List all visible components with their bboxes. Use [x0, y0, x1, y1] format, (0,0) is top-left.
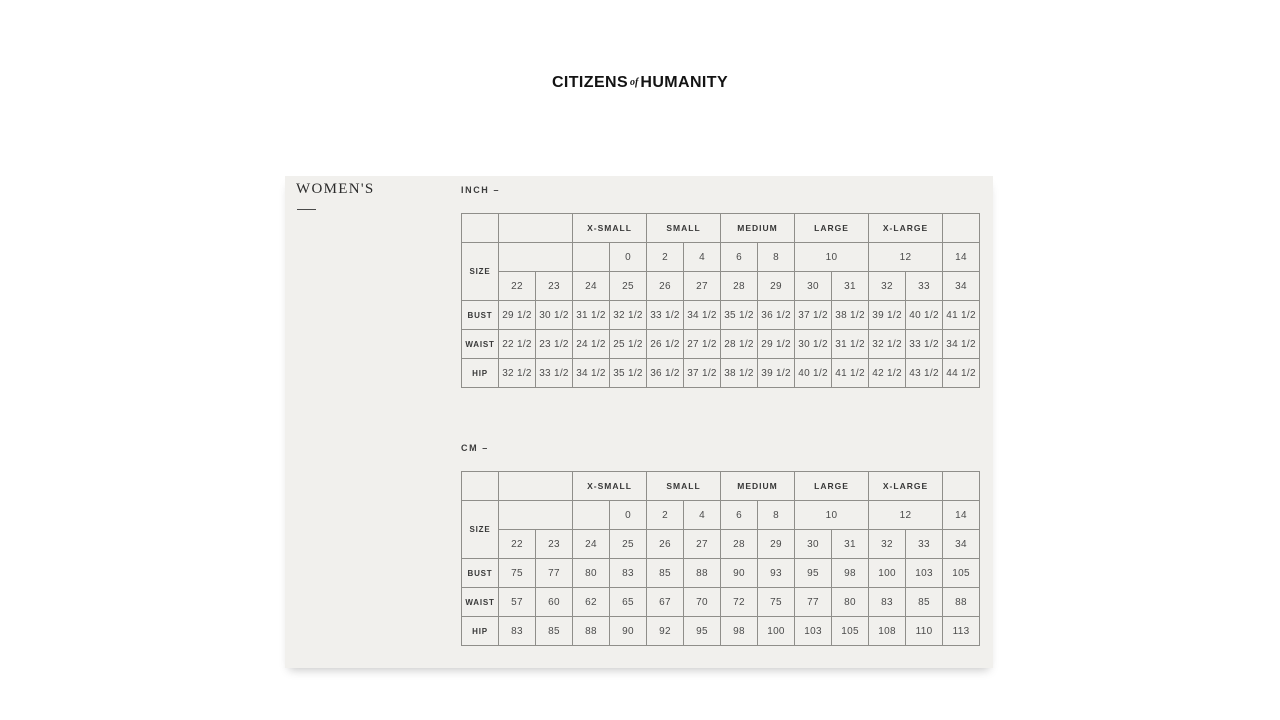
measurement-cell: 27 1/2 [684, 330, 721, 359]
measurement-cell: 38 1/2 [832, 301, 869, 330]
numeric-size-cell: 27 [684, 272, 721, 301]
measurement-cell: 103 [906, 559, 943, 588]
measurement-label: HIP [462, 359, 499, 388]
corner-cell [462, 472, 499, 501]
measurement-cell: 34 1/2 [573, 359, 610, 388]
numeric-size-cell: 34 [943, 530, 980, 559]
numeric-size-cell: 25 [610, 272, 647, 301]
measurement-cell: 38 1/2 [721, 359, 758, 388]
measurement-row [462, 359, 980, 388]
measurement-cell: 29 1/2 [499, 301, 536, 330]
measurement-cell: 77 [795, 588, 832, 617]
measurement-cell: 105 [832, 617, 869, 646]
numeric-size-row [462, 530, 980, 559]
brand-name-citizens: CITIZENS [551, 74, 629, 91]
inch-size-table [461, 213, 980, 388]
us-size-cell: 0 [610, 501, 647, 530]
numeric-size-cell: 32 [869, 530, 906, 559]
cm-section [461, 443, 980, 646]
measurement-label: WAIST [462, 588, 499, 617]
size-guide-panel [285, 176, 993, 668]
measurement-cell: 92 [647, 617, 684, 646]
us-size-cell: 14 [943, 501, 980, 530]
group-header: SMALL [647, 472, 721, 501]
us-size-cell: 0 [610, 243, 647, 272]
spacer-cell [499, 243, 573, 272]
measurement-cell: 95 [684, 617, 721, 646]
numeric-size-cell: 32 [869, 272, 906, 301]
measurement-cell: 41 1/2 [943, 301, 980, 330]
corner-cell [462, 214, 499, 243]
measurement-cell: 93 [758, 559, 795, 588]
cm-size-table [461, 471, 980, 646]
spacer-cell [499, 472, 573, 501]
group-header: X-SMALL [573, 472, 647, 501]
spacer-cell [573, 243, 610, 272]
measurement-cell: 110 [906, 617, 943, 646]
measurement-cell: 26 1/2 [647, 330, 684, 359]
group-header: X-LARGE [869, 472, 943, 501]
us-size-row [462, 243, 980, 272]
measurement-cell: 44 1/2 [943, 359, 980, 388]
us-size-cell: 4 [684, 243, 721, 272]
measurement-cell: 40 1/2 [906, 301, 943, 330]
group-header: LARGE [795, 472, 869, 501]
measurement-cell: 83 [869, 588, 906, 617]
measurement-label: WAIST [462, 330, 499, 359]
us-size-cell: 6 [721, 243, 758, 272]
measurement-cell: 30 1/2 [536, 301, 573, 330]
numeric-size-cell: 31 [832, 530, 869, 559]
size-row-label: SIZE [462, 501, 499, 559]
us-size-cell: 8 [758, 243, 795, 272]
us-size-cell: 2 [647, 243, 684, 272]
measurement-cell: 43 1/2 [906, 359, 943, 388]
measurement-cell: 113 [943, 617, 980, 646]
numeric-size-cell: 28 [721, 272, 758, 301]
measurement-cell: 77 [536, 559, 573, 588]
us-size-cell: 8 [758, 501, 795, 530]
numeric-size-row [462, 272, 980, 301]
measurement-row [462, 330, 980, 359]
measurement-cell: 65 [610, 588, 647, 617]
measurement-cell: 83 [499, 617, 536, 646]
measurement-cell: 70 [684, 588, 721, 617]
measurement-cell: 90 [721, 559, 758, 588]
measurement-cell: 95 [795, 559, 832, 588]
us-size-cell: 6 [721, 501, 758, 530]
measurement-cell: 33 1/2 [536, 359, 573, 388]
spacer-cell [943, 214, 980, 243]
measurement-cell: 100 [869, 559, 906, 588]
group-header-row [462, 472, 980, 501]
measurement-cell: 37 1/2 [684, 359, 721, 388]
group-header: X-SMALL [573, 214, 647, 243]
numeric-size-cell: 22 [499, 530, 536, 559]
measurement-cell: 90 [610, 617, 647, 646]
measurement-cell: 108 [869, 617, 906, 646]
measurement-cell: 32 1/2 [499, 359, 536, 388]
measurement-cell: 85 [906, 588, 943, 617]
us-size-cell: 12 [869, 501, 943, 530]
measurement-cell: 67 [647, 588, 684, 617]
group-header: LARGE [795, 214, 869, 243]
measurement-cell: 32 1/2 [869, 330, 906, 359]
measurement-cell: 40 1/2 [795, 359, 832, 388]
numeric-size-cell: 23 [536, 272, 573, 301]
heading-underline [297, 209, 316, 210]
measurement-label: HIP [462, 617, 499, 646]
measurement-cell: 32 1/2 [610, 301, 647, 330]
measurement-row [462, 617, 980, 646]
measurement-cell: 39 1/2 [869, 301, 906, 330]
measurement-cell: 28 1/2 [721, 330, 758, 359]
measurement-cell: 31 1/2 [832, 330, 869, 359]
measurement-cell: 34 1/2 [684, 301, 721, 330]
measurement-cell: 62 [573, 588, 610, 617]
inch-unit-label: INCH – [461, 185, 501, 195]
numeric-size-cell: 22 [499, 272, 536, 301]
numeric-size-cell: 29 [758, 530, 795, 559]
measurement-cell: 23 1/2 [536, 330, 573, 359]
numeric-size-cell: 33 [906, 272, 943, 301]
numeric-size-cell: 24 [573, 530, 610, 559]
measurement-cell: 25 1/2 [610, 330, 647, 359]
spacer-cell [499, 501, 573, 530]
measurement-label: BUST [462, 301, 499, 330]
measurement-row [462, 559, 980, 588]
measurement-cell: 24 1/2 [573, 330, 610, 359]
brand-name-of: of [630, 77, 639, 88]
measurement-cell: 88 [684, 559, 721, 588]
numeric-size-cell: 28 [721, 530, 758, 559]
numeric-size-cell: 26 [647, 530, 684, 559]
us-size-cell: 4 [684, 501, 721, 530]
measurement-cell: 88 [573, 617, 610, 646]
measurement-row [462, 301, 980, 330]
measurement-cell: 98 [721, 617, 758, 646]
measurement-row [462, 588, 980, 617]
measurement-cell: 35 1/2 [721, 301, 758, 330]
numeric-size-cell: 24 [573, 272, 610, 301]
spacer-cell [573, 501, 610, 530]
numeric-size-cell: 30 [795, 530, 832, 559]
numeric-size-cell: 27 [684, 530, 721, 559]
cm-unit-label: CM – [461, 443, 489, 453]
measurement-label: BUST [462, 559, 499, 588]
us-size-cell: 2 [647, 501, 684, 530]
numeric-size-cell: 34 [943, 272, 980, 301]
measurement-cell: 33 1/2 [647, 301, 684, 330]
spacer-cell [943, 472, 980, 501]
section-title: WOMEN'S [296, 181, 375, 197]
numeric-size-cell: 30 [795, 272, 832, 301]
measurement-cell: 75 [758, 588, 795, 617]
numeric-size-cell: 23 [536, 530, 573, 559]
measurement-cell: 35 1/2 [610, 359, 647, 388]
us-size-cell: 10 [795, 243, 869, 272]
measurement-cell: 36 1/2 [647, 359, 684, 388]
measurement-cell: 88 [943, 588, 980, 617]
brand-logo [0, 74, 1280, 92]
measurement-cell: 80 [573, 559, 610, 588]
measurement-cell: 80 [832, 588, 869, 617]
measurement-cell: 100 [758, 617, 795, 646]
measurement-cell: 42 1/2 [869, 359, 906, 388]
group-header: MEDIUM [721, 472, 795, 501]
measurement-cell: 37 1/2 [795, 301, 832, 330]
group-header: X-LARGE [869, 214, 943, 243]
us-size-cell: 10 [795, 501, 869, 530]
measurement-cell: 33 1/2 [906, 330, 943, 359]
measurement-cell: 60 [536, 588, 573, 617]
size-row-label: SIZE [462, 243, 499, 301]
measurement-cell: 105 [943, 559, 980, 588]
inch-section [461, 185, 980, 388]
measurement-cell: 85 [536, 617, 573, 646]
us-size-cell: 12 [869, 243, 943, 272]
measurement-cell: 41 1/2 [832, 359, 869, 388]
numeric-size-cell: 29 [758, 272, 795, 301]
group-header: SMALL [647, 214, 721, 243]
numeric-size-cell: 25 [610, 530, 647, 559]
measurement-cell: 22 1/2 [499, 330, 536, 359]
group-header-row [462, 214, 980, 243]
measurement-cell: 29 1/2 [758, 330, 795, 359]
us-size-cell: 14 [943, 243, 980, 272]
measurement-cell: 34 1/2 [943, 330, 980, 359]
measurement-cell: 98 [832, 559, 869, 588]
measurement-cell: 36 1/2 [758, 301, 795, 330]
brand-name-humanity: HUMANITY [640, 74, 729, 91]
numeric-size-cell: 33 [906, 530, 943, 559]
measurement-cell: 31 1/2 [573, 301, 610, 330]
numeric-size-cell: 31 [832, 272, 869, 301]
measurement-cell: 57 [499, 588, 536, 617]
group-header: MEDIUM [721, 214, 795, 243]
measurement-cell: 75 [499, 559, 536, 588]
us-size-row [462, 501, 980, 530]
measurement-cell: 39 1/2 [758, 359, 795, 388]
measurement-cell: 72 [721, 588, 758, 617]
measurement-cell: 85 [647, 559, 684, 588]
measurement-cell: 83 [610, 559, 647, 588]
numeric-size-cell: 26 [647, 272, 684, 301]
measurement-cell: 103 [795, 617, 832, 646]
measurement-cell: 30 1/2 [795, 330, 832, 359]
spacer-cell [499, 214, 573, 243]
